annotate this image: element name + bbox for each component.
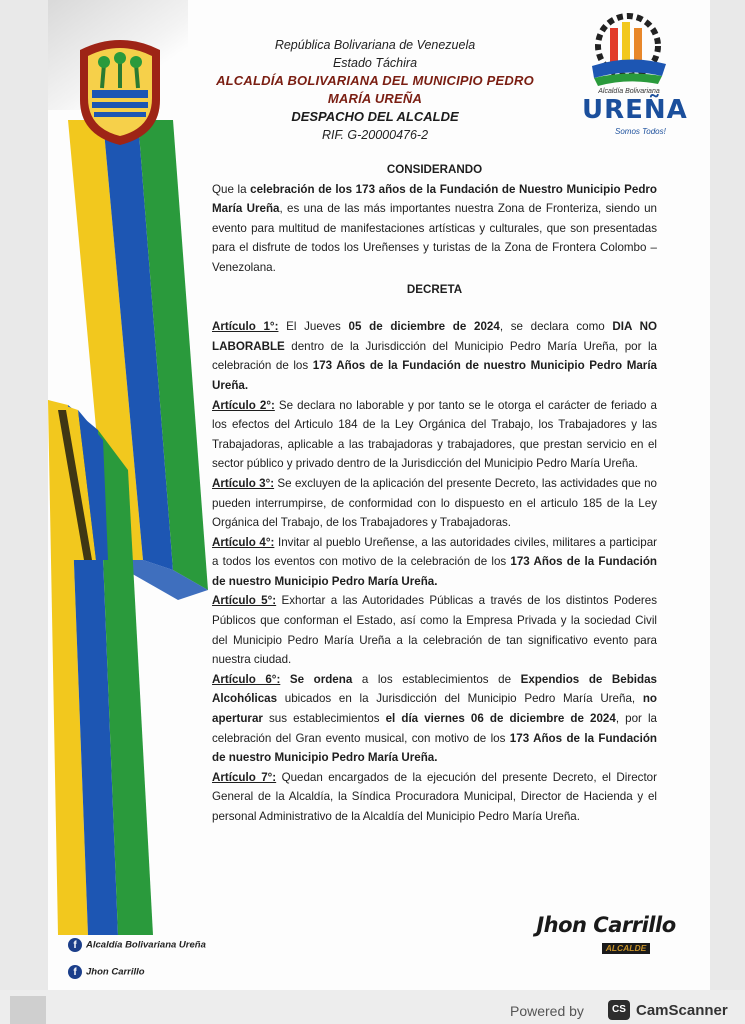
logo-word: UREÑA xyxy=(582,95,688,125)
municipal-shield-icon xyxy=(70,30,170,148)
text-run: Quedan encargados de la ejecución del presente Decreto, el Director General de la Alcaldía, la Síndica Procuradora Municipal, Director de Hacienda y el personal Administrativo de la Alcaldía del Municipio Pedro María Ureña. xyxy=(212,770,657,823)
text-run: , por la celebración del Gran evento musical, con motivo de los xyxy=(212,712,658,745)
article-label: Artículo 5°: xyxy=(212,594,277,608)
text-run-bold: 05 de diciembre de 2024 xyxy=(348,320,500,334)
text-run: Se excluyen de la aplicación del presente Decreto, las actividades que no pueden interrumpirse, de conformidad con lo dispuesto en el articulo 185 de la Ley Orgánica del Trabajo, de los Trabajadores y Trabajadoras. xyxy=(212,476,658,530)
text-run: dentro de la Jurisdicción del Municipio Pedro María Ureña, por la celebración de los xyxy=(212,339,657,373)
text-run: , es una de las más importantes nuestra Zona de Fronteriza, siendo un evento para multitud de manifestaciones artísticas y culturales, que son presentadas para el disfrute de todos los Ureñenses y turistas de la Zona de Frontera Colombo – Venezolana. xyxy=(212,202,658,274)
header-republic: República Bolivariana de Venezuela xyxy=(274,38,476,52)
article-1 xyxy=(212,317,657,395)
text-run: sus establecimientos xyxy=(262,712,386,726)
article-label: Artículo 4°: xyxy=(212,535,275,549)
text-run: a los establecimientos de xyxy=(352,672,521,686)
text-run: Invitar al pueblo Ureñense, a las autoridades civiles, militares a participar a todos los eventos con motivo de la celebración de los xyxy=(212,535,657,569)
text-run-bold: Expendios de Bebidas Alcohólicas xyxy=(212,672,658,706)
social-link-mayor[interactable] xyxy=(68,965,145,979)
text-run-bold: 173 Años de la Fundación de nuestro Municipio Pedro María Ureña. xyxy=(212,555,657,588)
text-run-bold: 173 Años de la Fundación de nuestro Municipio Pedro María Ureña. xyxy=(212,359,657,392)
text-run-bold: DIA NO LABORABLE xyxy=(212,320,658,353)
text-run-bold: 173 Años de la Fundación de nuestro Municipio Pedro María Ureña. xyxy=(212,731,657,765)
article-7 xyxy=(212,768,657,827)
mayor-title: ALCALDE xyxy=(602,943,651,954)
article-5 xyxy=(212,591,657,669)
text-run: El Jueves xyxy=(278,320,349,334)
article-label: Artículo 7°: xyxy=(212,770,277,784)
mayor-signature xyxy=(536,912,676,956)
decreta-heading: DECRETA xyxy=(406,282,463,296)
facebook-icon: f xyxy=(68,965,82,979)
social-link-municipality[interactable] xyxy=(68,938,206,952)
article-6 xyxy=(212,670,657,768)
text-run: , se declara como xyxy=(499,320,613,334)
social-label: Jhon Carrillo xyxy=(86,966,145,978)
scanner-footer xyxy=(0,990,745,1024)
text-run: Que la xyxy=(212,182,251,196)
social-label: Alcaldía Bolivariana Ureña xyxy=(86,939,206,951)
spacer xyxy=(212,299,657,317)
logo-slogan: Somos Todos! xyxy=(615,127,666,136)
article-label: Artículo 6°: xyxy=(212,672,281,686)
text-run-bold: celebración de los 173 años de la Fundación de Nuestro Municipio Pedro María Ureña xyxy=(212,182,657,216)
article-label: Artículo 2°: xyxy=(212,398,275,412)
considerando-heading: CONSIDERANDO xyxy=(386,163,483,176)
text-run-bold: el día viernes 06 de diciembre de 2024 xyxy=(385,712,616,726)
article-2 xyxy=(212,396,657,474)
facebook-icon: f xyxy=(68,938,82,952)
article-4 xyxy=(212,533,657,592)
text-run: Se declara no laborable y por tanto se le otorga el carácter de feriado a los efectos del Articulo 184 de la Ley Orgánica del Trabajo, los Trabajadores y las Trabajadoras, aplicable a las trabajadoras y trabajadores, que prestan servicio en el sector público y privado dentro de la Jurisdicción del Municipio Pedro María Ureña. xyxy=(212,398,658,471)
article-label: Artículo 3°: xyxy=(212,476,275,490)
thumbnail-placeholder xyxy=(10,996,46,1024)
considerando-paragraph xyxy=(212,180,657,278)
camscanner-brand: CamScanner xyxy=(636,1002,728,1019)
header-rif: RIF. G-20000476-2 xyxy=(321,128,429,142)
camscanner-logo-icon: CS xyxy=(608,1000,630,1020)
powered-by-label: Powered by xyxy=(510,1003,584,1019)
mayor-name: Jhon Carrillo xyxy=(536,913,676,937)
article-label: Artículo 1°: xyxy=(212,320,279,334)
text-run: ubicados en la Jurisdicción del Municipio Pedro María Ureña, xyxy=(277,692,643,706)
text-run-bold: no aperturar xyxy=(212,692,657,726)
text-run: Exhortar a las Autoridades Públicas a través de los distintos Poderes Públicos que conforman el Estado, así como la Empresa Privada y la sociedad Civil del Municipio Pedro María Ureña a la celebración de tan significativo evento para nuestra ciudad. xyxy=(212,594,657,667)
article-3 xyxy=(212,474,657,533)
decree-body xyxy=(212,160,657,827)
logo-top-text: Alcaldía Bolivariana xyxy=(598,88,660,95)
header-municipality: ALCALDÍA BOLIVARIANA DEL MUNICIPIO PEDRO MARÍA UREÑA xyxy=(216,73,534,106)
text-run-bold: Se ordena xyxy=(280,672,353,686)
header-state: Estado Táchira xyxy=(332,56,418,70)
letterhead xyxy=(205,36,545,144)
header-office: DESPACHO DEL ALCALDE xyxy=(291,109,459,124)
